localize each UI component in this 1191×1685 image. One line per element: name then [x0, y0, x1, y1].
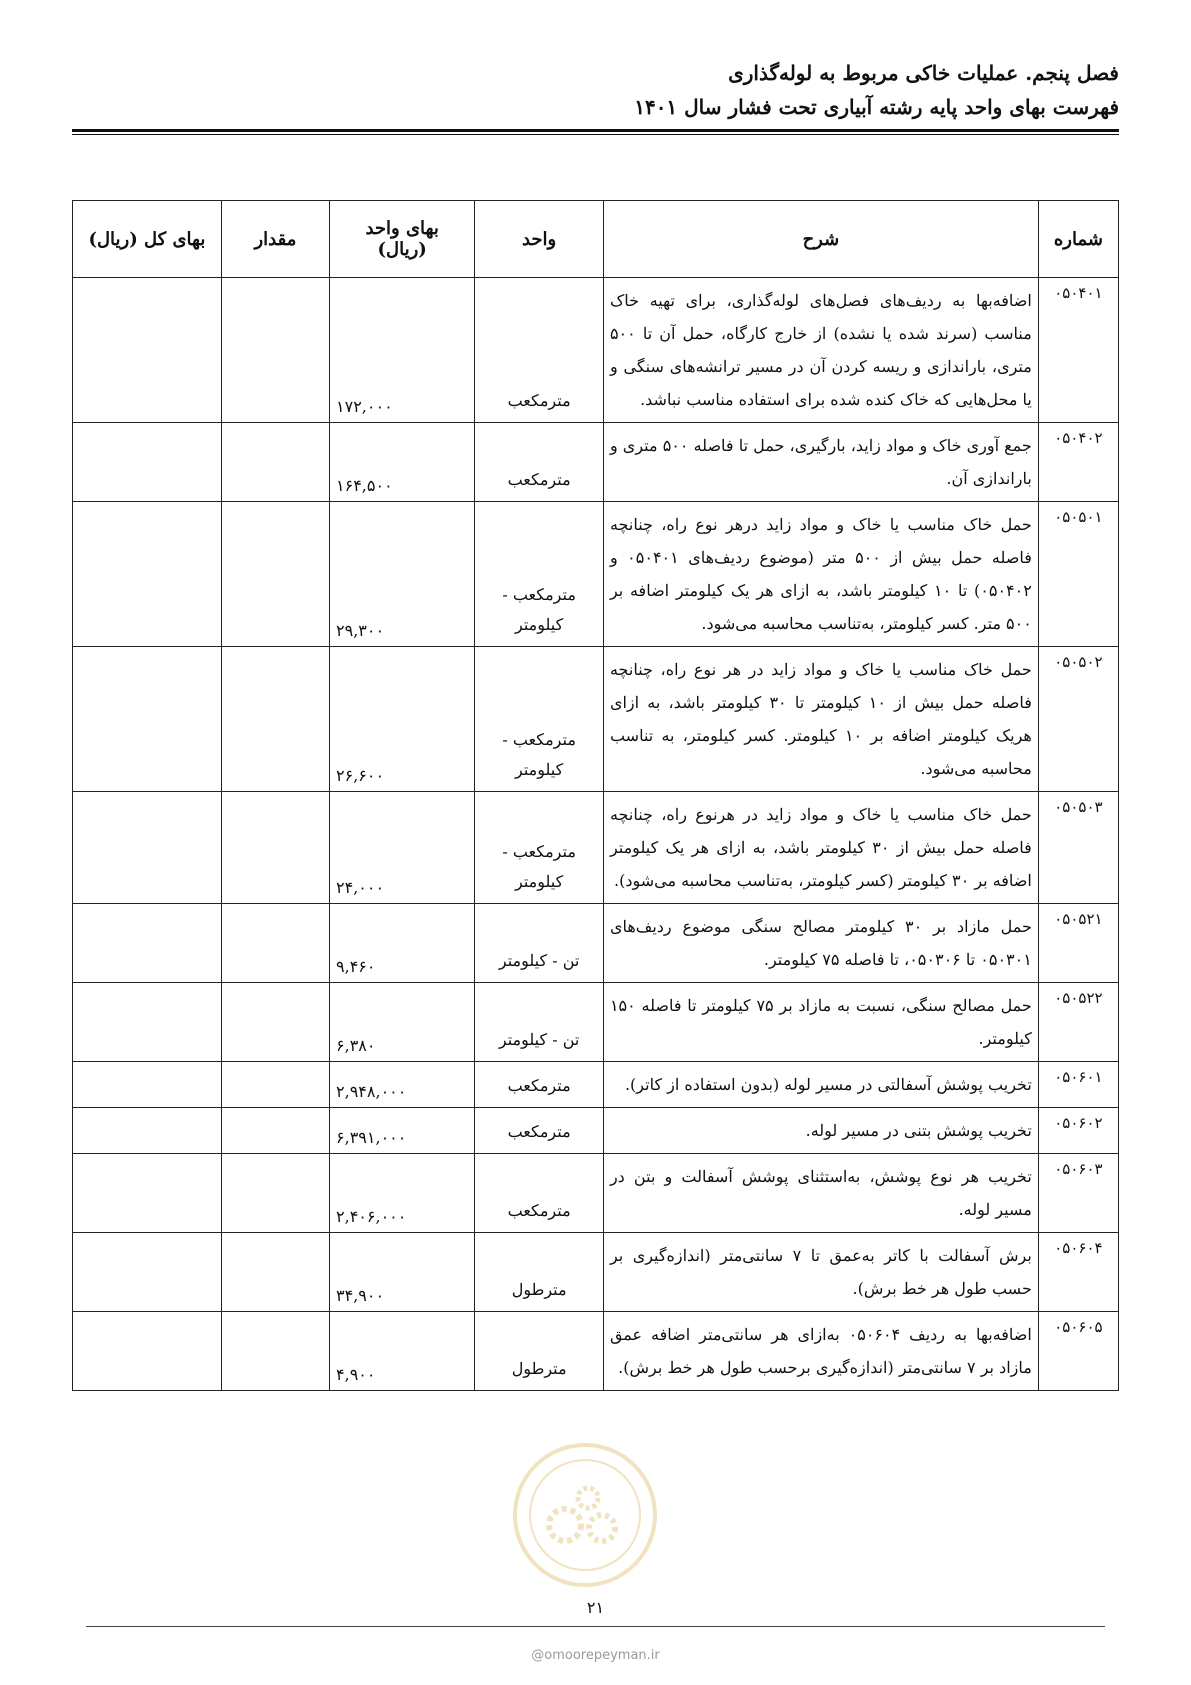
row-description: برش آسفالت با کاتر به‌عمق تا ۷ سانتی‌متر (اندازه‌گیری بر حسب طول هر خط برش).	[603, 1233, 1038, 1312]
row-quantity	[221, 1108, 329, 1154]
row-unit: مترمکعب	[475, 1062, 604, 1108]
header-unit-price-line1: بهای واحد	[365, 218, 439, 239]
row-quantity	[221, 1233, 329, 1312]
row-code: ۰۵۰۶۰۱	[1038, 1062, 1118, 1108]
row-quantity	[221, 278, 329, 423]
row-code: ۰۵۰۵۰۲	[1038, 647, 1118, 792]
row-description: تخریب پوشش بتنی در مسیر لوله.	[603, 1108, 1038, 1154]
row-description: اضافه‌بها به ردیف‌های فصل‌های لوله‌گذاری، برای تهیه خاک مناسب (سرند شده یا نشده) از خارج کارگاه، حمل آن تا ۵۰۰ متری، باراندازی و ریسه کردن آن در مسیر ترانشه‌های سنگی و یا محل‌هایی که خاک کنده شده برای استفاده مناسب نباشد.	[603, 278, 1038, 423]
row-description: حمل خاک مناسب یا خاک و مواد زاید درهر نوع راه، چنانچه فاصله حمل بیش از ۵۰۰ متر (موضوع ردیف‌های ۰۵۰۴۰۱ و ۰۵۰۴۰۲) تا ۱۰ کیلومتر باشد، به ازای هر یک کیلومتر اضافه بر ۵۰۰ متر. کسر کیلومتر، به‌تناسب محاسبه می‌شود.	[603, 502, 1038, 647]
header-unit-price	[330, 201, 475, 278]
price-table	[72, 200, 1119, 1391]
page-number: ۲۱	[586, 1598, 605, 1617]
row-unit: مترمکعب	[475, 278, 604, 423]
header-quantity: مقدار	[221, 201, 329, 278]
row-quantity	[221, 1062, 329, 1108]
footer-rule	[86, 1626, 1105, 1627]
row-description: جمع آوری خاک و مواد زاید، بارگیری، حمل تا فاصله ۵۰۰ متری و باراندازی آن.	[603, 423, 1038, 502]
row-description: حمل مصالح سنگی، نسبت به مازاد بر ۷۵ کیلومتر تا فاصله ۱۵۰ کیلومتر.	[603, 983, 1038, 1062]
row-code: ۰۵۰۶۰۲	[1038, 1108, 1118, 1154]
table-row	[73, 647, 1119, 792]
table-row	[73, 278, 1119, 423]
row-unit: تن - کیلومتر	[475, 904, 604, 983]
row-unit: مترمکعب - کیلومتر	[475, 647, 604, 792]
row-unit: مترمکعب - کیلومتر	[475, 792, 604, 904]
table-row	[73, 1233, 1119, 1312]
row-total	[73, 792, 222, 904]
row-unit-price: ۲,۹۴۸,۰۰۰	[330, 1062, 475, 1108]
row-unit: مترمکعب	[475, 1108, 604, 1154]
row-unit: مترمکعب	[475, 1154, 604, 1233]
header-total-price: بهای کل (ریال)	[73, 201, 222, 278]
row-code: ۰۵۰۵۲۲	[1038, 983, 1118, 1062]
table-row	[73, 1154, 1119, 1233]
row-quantity	[221, 647, 329, 792]
row-unit-price: ۶,۳۹۱,۰۰۰	[330, 1108, 475, 1154]
row-code: ۰۵۰۵۲۱	[1038, 904, 1118, 983]
page-header	[72, 58, 1119, 122]
table-row	[73, 1062, 1119, 1108]
header-code: شماره	[1038, 201, 1118, 278]
row-unit-price: ۶,۳۸۰	[330, 983, 475, 1062]
row-description: تخریب پوشش آسفالتی در مسیر لوله (بدون استفاده از کاتر).	[603, 1062, 1038, 1108]
row-total	[73, 1312, 222, 1391]
header-rule-thin	[72, 134, 1119, 135]
table-row	[73, 1108, 1119, 1154]
table-row	[73, 904, 1119, 983]
row-code: ۰۵۰۶۰۵	[1038, 1312, 1118, 1391]
row-unit-price: ۳۴,۹۰۰	[330, 1233, 475, 1312]
row-unit: مترمکعب - کیلومتر	[475, 502, 604, 647]
row-unit-price: ۲,۴۰۶,۰۰۰	[330, 1154, 475, 1233]
row-unit: مترمکعب	[475, 423, 604, 502]
row-unit-price: ۴,۹۰۰	[330, 1312, 475, 1391]
header-rule-thick	[72, 129, 1119, 132]
row-unit-price: ۱۶۴,۵۰۰	[330, 423, 475, 502]
row-quantity	[221, 423, 329, 502]
row-quantity	[221, 502, 329, 647]
row-quantity	[221, 904, 329, 983]
row-description: اضافه‌بها به ردیف ۰۵۰۶۰۴ به‌ازای هر سانتی‌متر اضافه عمق مازاد بر ۷ سانتی‌متر (اندازه‌گیری برحسب طول هر خط برش).	[603, 1312, 1038, 1391]
row-description: حمل خاک مناسب یا خاک و مواد زاید در هر نوع راه، چنانچه فاصله حمل بیش از ۱۰ کیلومتر تا ۳۰ کیلومتر باشد، به ازای هریک کیلومتر اضافه بر ۱۰ کیلومتر. کسر کیلومتر، به تناسب محاسبه می‌شود.	[603, 647, 1038, 792]
row-code: ۰۵۰۵۰۱	[1038, 502, 1118, 647]
row-unit-price: ۲۹,۳۰۰	[330, 502, 475, 647]
row-total	[73, 647, 222, 792]
price-list-title: فهرست بهای واحد پایه رشته آبیاری تحت فشار سال ۱۴۰۱	[634, 95, 1119, 119]
table-row	[73, 1312, 1119, 1391]
row-unit-price: ۲۶,۶۰۰	[330, 647, 475, 792]
table-row	[73, 502, 1119, 647]
row-total	[73, 1108, 222, 1154]
row-unit-price: ۱۷۲,۰۰۰	[330, 278, 475, 423]
row-total	[73, 983, 222, 1062]
row-total	[73, 502, 222, 647]
row-quantity	[221, 1154, 329, 1233]
row-total	[73, 278, 222, 423]
row-total	[73, 1233, 222, 1312]
row-quantity	[221, 792, 329, 904]
header-unit-price-line2: (ریال)	[377, 239, 427, 260]
row-description: تخریب هر نوع پوشش، به‌استثنای پوشش آسفالت و بتن در مسیر لوله.	[603, 1154, 1038, 1233]
row-code: ۰۵۰۶۰۳	[1038, 1154, 1118, 1233]
publisher-seal-watermark	[510, 1440, 660, 1590]
header-description: شرح	[603, 201, 1038, 278]
row-code: ۰۵۰۵۰۳	[1038, 792, 1118, 904]
row-unit: مترطول	[475, 1233, 604, 1312]
row-unit-price: ۹,۴۶۰	[330, 904, 475, 983]
row-unit: مترطول	[475, 1312, 604, 1391]
row-unit: تن - کیلومتر	[475, 983, 604, 1062]
table-row	[73, 983, 1119, 1062]
row-total	[73, 1062, 222, 1108]
row-quantity	[221, 1312, 329, 1391]
chapter-title: فصل پنجم. عملیات خاکی مربوط به لوله‌گذاری	[728, 61, 1119, 85]
row-code: ۰۵۰۴۰۲	[1038, 423, 1118, 502]
row-description: حمل خاک مناسب یا خاک و مواد زاید در هرنوع راه، چنانچه فاصله حمل بیش از ۳۰ کیلومتر باشد، به ازای هر یک کیلومتر اضافه بر ۳۰ کیلومتر (کسر کیلومتر، به‌تناسب محاسبه می‌شود).	[603, 792, 1038, 904]
row-unit-price: ۲۴,۰۰۰	[330, 792, 475, 904]
header-unit: واحد	[475, 201, 604, 278]
table-header-row	[73, 201, 1119, 278]
row-quantity	[221, 983, 329, 1062]
row-total	[73, 904, 222, 983]
row-code: ۰۵۰۴۰۱	[1038, 278, 1118, 423]
row-code: ۰۵۰۶۰۴	[1038, 1233, 1118, 1312]
source-watermark-text: @omoorepeyman.ir	[531, 1648, 660, 1663]
table-row	[73, 423, 1119, 502]
row-description: حمل مازاد بر ۳۰ کیلومتر مصالح سنگی موضوع ردیف‌های ۰۵۰۳۰۱ تا ۰۵۰۳۰۶، تا فاصله ۷۵ کیلومتر.	[603, 904, 1038, 983]
row-total	[73, 1154, 222, 1233]
table-row	[73, 792, 1119, 904]
row-total	[73, 423, 222, 502]
